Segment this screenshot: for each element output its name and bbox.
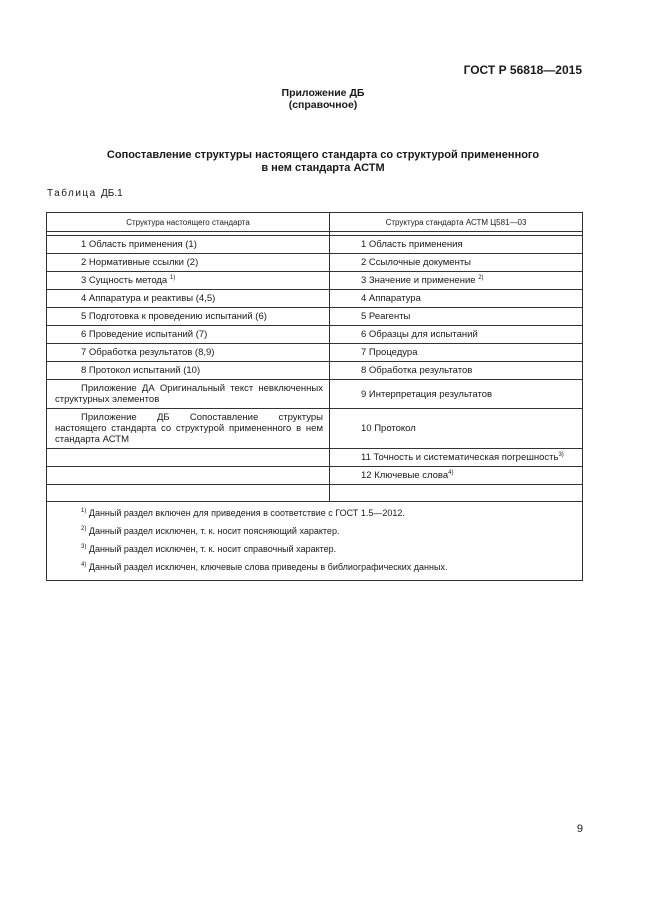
- cell-left: [47, 467, 330, 485]
- footnote-mark: 4): [81, 562, 87, 568]
- table-row: [47, 362, 583, 380]
- cell-left: [47, 449, 330, 467]
- cell-left: 2 Нормативные ссылки (2): [47, 254, 330, 272]
- table-row: [47, 449, 583, 467]
- cell-right: 1 Область применения: [330, 236, 583, 254]
- column-header-right: Структура стандарта АСТМ Ц581—03: [330, 213, 583, 232]
- cell-text: 3 Сущность метода: [81, 275, 168, 286]
- cell-right: 7 Процедура: [330, 344, 583, 362]
- page-number: 9: [576, 823, 583, 835]
- appendix-title: [0, 149, 646, 175]
- comparison-table: [46, 212, 583, 581]
- cell-left: 6 Проведение испытаний (7): [47, 326, 330, 344]
- footnote-text: Данный раздел исключен, ключевые слова приведены в библиографических данных.: [86, 562, 448, 572]
- appendix-name: Приложение ДБ: [281, 87, 365, 99]
- cell-right: [330, 467, 583, 485]
- cell-right: 10 Протокол: [330, 409, 583, 449]
- cell-right: [330, 449, 583, 467]
- table-row: [47, 272, 583, 290]
- cell-right: 2 Ссылочные документы: [330, 254, 583, 272]
- footnote-ref: 2): [478, 275, 484, 281]
- cell-left: 8 Протокол испытаний (10): [47, 362, 330, 380]
- document-code: ГОСТ Р 56818—2015: [463, 63, 582, 77]
- appendix-kind: (справочное): [288, 99, 358, 111]
- table-row: [47, 236, 583, 254]
- footnote-ref: 3): [558, 452, 564, 458]
- footnote-mark: 3): [81, 544, 87, 550]
- cell-left: [47, 485, 330, 502]
- cell-left: Приложение ДА Оригинальный текст невключенных структурных элементов: [47, 380, 330, 409]
- footnote: [81, 562, 574, 573]
- cell-right: [330, 485, 583, 502]
- table-caption-word: Таблица: [47, 188, 97, 199]
- table-row: [47, 485, 583, 502]
- table-row: [47, 467, 583, 485]
- table-notes-row: [47, 502, 583, 581]
- table-caption-number: ДБ.1: [101, 188, 123, 199]
- appendix-heading: [0, 87, 646, 111]
- cell-text: 11 Точность и систематическая погрешность: [361, 452, 559, 463]
- cell-left: Приложение ДБ Сопоставление структуры настоящего стандарта со структурой примененного в нем стандарта АСТМ: [47, 409, 330, 449]
- cell-left: 7 Обработка результатов (8,9): [47, 344, 330, 362]
- cell-left: 5 Подготовка к проведению испытаний (6): [47, 308, 330, 326]
- table-row: [47, 344, 583, 362]
- table-notes: [47, 502, 583, 581]
- cell-right: 9 Интерпретация результатов: [330, 380, 583, 409]
- table-row: [47, 308, 583, 326]
- footnote-mark: 2): [81, 526, 87, 532]
- cell-right: 8 Обработка результатов: [330, 362, 583, 380]
- footnote-text: Данный раздел исключен, т. к. носит поясняющий характер.: [86, 526, 340, 536]
- table-caption: [47, 188, 123, 199]
- footnote-ref: 1): [169, 275, 176, 281]
- cell-right: 4 Аппаратура: [330, 290, 583, 308]
- cell-left: 4 Аппаратура и реактивы (4,5): [47, 290, 330, 308]
- table-row: [47, 409, 583, 449]
- appendix-title-line2: в нем стандарта АСТМ: [261, 162, 385, 174]
- table-header-row: [47, 213, 583, 232]
- table-row: [47, 254, 583, 272]
- footnote-mark: 1): [81, 508, 87, 514]
- cell-right: 5 Реагенты: [330, 308, 583, 326]
- column-header-left: Структура настоящего стандарта: [47, 213, 330, 232]
- footnote-text: Данный раздел включен для приведения в соответствие с ГОСТ 1.5—2012.: [86, 508, 405, 518]
- footnote: [81, 544, 574, 555]
- cell-right: [330, 272, 583, 290]
- table-row: [47, 380, 583, 409]
- appendix-title-line1: Сопоставление структуры настоящего стандарта со структурой примененного: [106, 149, 540, 161]
- cell-left: 1 Область применения (1): [47, 236, 330, 254]
- cell-right: 6 Образцы для испытаний: [330, 326, 583, 344]
- footnote-ref: 4): [448, 470, 454, 476]
- table-row: [47, 326, 583, 344]
- cell-left: [47, 272, 330, 290]
- table-row: [47, 290, 583, 308]
- footnote-text: Данный раздел исключен, т. к. носит справочный характер.: [86, 544, 337, 554]
- cell-text: 3 Значение и применение: [361, 275, 476, 286]
- footnote: [81, 508, 574, 519]
- cell-text: 12 Ключевые слова: [361, 470, 449, 481]
- footnote: [81, 526, 574, 537]
